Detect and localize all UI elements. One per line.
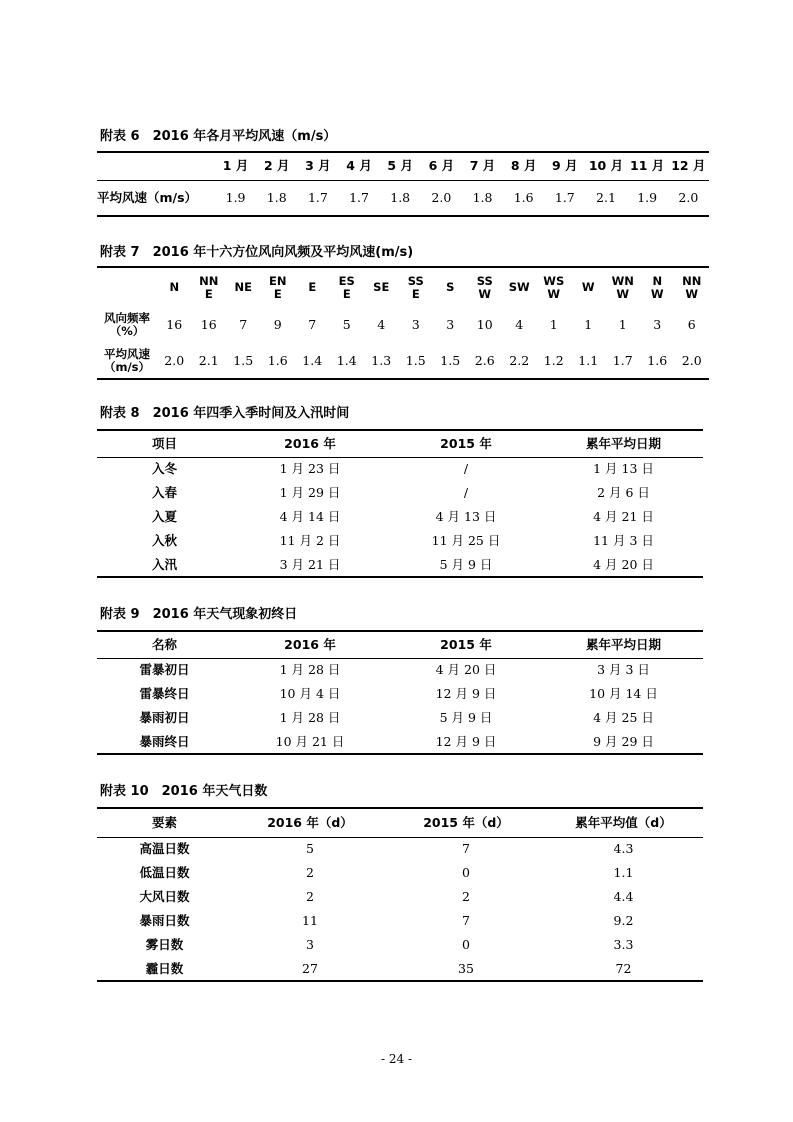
table7-direction — [330, 267, 365, 307]
direction-line2: W — [650, 286, 664, 301]
table8-cell: 4 月 14 日 — [279, 509, 341, 524]
direction-line2: W — [685, 286, 699, 301]
table7-cell: 1.4 — [330, 343, 365, 379]
table10-caption: 附表 10 2016 年天气日数 — [100, 784, 268, 799]
direction-line1: E — [308, 280, 317, 294]
direction-line1: W — [581, 280, 595, 294]
table9-cell: 3 月 3 日 — [597, 662, 650, 678]
table6-row-label: 平均风速（m/s） — [97, 180, 215, 216]
table6-month: 9 月 — [544, 152, 585, 180]
table8-cell: 11 月 25 日 — [431, 533, 501, 548]
table8-cell: 2 月 6 日 — [597, 485, 650, 500]
table6-cell: 2.1 — [585, 180, 626, 216]
table10-cell: 霾日数 — [97, 957, 232, 981]
table10-cell: 2 — [306, 889, 314, 904]
table8-cell: 11 月 2 日 — [279, 533, 341, 548]
direction-line1: ES — [338, 273, 355, 288]
table6-month: 3 月 — [297, 152, 338, 180]
table7-cell: 1 — [584, 317, 593, 332]
table10-cell: 2 — [462, 889, 470, 904]
table-row — [97, 730, 703, 754]
table6-cell: 2.0 — [421, 180, 462, 216]
table9-cell: 10 月 14 日 — [589, 686, 658, 701]
table9-header: 名称 — [97, 631, 232, 658]
table7-cell: 3 — [411, 317, 420, 332]
direction-line1: SS — [476, 273, 493, 288]
table7-corner — [97, 267, 157, 307]
table10-cell: 3.3 — [613, 937, 634, 952]
table9-cell: 暴雨初日 — [139, 710, 190, 725]
table9-cell: 12 月 9 日 — [388, 730, 544, 754]
table-row — [97, 658, 703, 682]
table6-month: 12 月 — [668, 152, 709, 180]
table7-direction — [433, 267, 468, 307]
table6-cell: 1.9 — [627, 180, 668, 216]
table6-cell: 1.8 — [256, 180, 297, 216]
table9-cell: 10 月 4 日 — [279, 686, 341, 701]
table7-cell: 1.2 — [537, 343, 572, 379]
table8-cell: 入冬 — [151, 461, 177, 477]
table7-direction — [192, 267, 227, 307]
table6-row — [97, 180, 709, 216]
table7-direction — [364, 267, 399, 307]
direction-line1: WN — [611, 273, 634, 288]
direction-line1: SW — [508, 280, 530, 294]
table7 — [97, 266, 709, 380]
direction-line2: E — [411, 286, 420, 301]
table9-cell: 9 月 29 日 — [544, 730, 703, 754]
table10-cell: 1.1 — [613, 865, 634, 880]
table6-month: 8 月 — [503, 152, 544, 180]
table6-month: 7 月 — [462, 152, 503, 180]
table7-cell: 2.2 — [502, 343, 537, 379]
table8-header: 2016 年 — [232, 430, 388, 457]
direction-line2: W — [547, 286, 561, 301]
table8-cell: 入春 — [151, 485, 177, 500]
table-row — [97, 933, 703, 957]
table7-cell: 1.6 — [261, 343, 296, 379]
table10-cell: 4.3 — [613, 841, 634, 857]
table6-cell: 1.9 — [215, 180, 256, 216]
table6-cell: 2.0 — [668, 180, 709, 216]
table7-direction — [571, 267, 606, 307]
table7-cell: 1.5 — [433, 343, 468, 379]
direction-line1: S — [446, 280, 455, 294]
table7-cell: 1.3 — [364, 343, 399, 379]
table7-direction — [468, 267, 503, 307]
table10-cell: 4.4 — [613, 889, 634, 904]
table6 — [97, 151, 709, 217]
table-row — [97, 529, 703, 553]
table7-direction — [261, 267, 296, 307]
direction-line2: W — [478, 286, 492, 301]
table8-cell: 11 月 3 日 — [593, 533, 654, 548]
table10-header: 累年平均值（d） — [544, 808, 703, 837]
table10 — [97, 807, 703, 982]
table-row — [97, 457, 703, 481]
table7-speed-row — [97, 343, 709, 379]
table-row — [97, 706, 703, 730]
table10-cell: 35 — [388, 957, 544, 981]
table10-header: 2015 年（d） — [388, 808, 544, 837]
direction-line2: E — [342, 286, 351, 301]
table7-cell: 7 — [239, 317, 248, 332]
table8-cell: / — [463, 485, 469, 500]
table7-cell: 1.5 — [399, 343, 434, 379]
table9-cell: 10 月 21 日 — [232, 730, 388, 754]
table7-cell: 1 — [549, 317, 558, 332]
table8-cell: 入夏 — [151, 509, 177, 524]
direction-line2: E — [273, 286, 282, 301]
direction-line1: SS — [407, 273, 424, 288]
table10-cell: 7 — [462, 913, 470, 928]
table7-cell: 1.4 — [295, 343, 330, 379]
table7-cell: 2.0 — [157, 343, 192, 379]
table6-cell: 1.6 — [503, 180, 544, 216]
table6-cell: 1.7 — [544, 180, 585, 216]
table7-caption: 附表 7 2016 年十六方位风向风频及平均风速(m/s) — [100, 245, 414, 260]
table8-header: 项目 — [97, 430, 232, 457]
table10-cell: 0 — [462, 865, 470, 880]
table6-corner — [97, 152, 215, 180]
table-row — [97, 481, 703, 505]
table7-cell: 3 — [653, 317, 662, 332]
table10-cell: 11 — [302, 913, 318, 928]
table10-cell: 3 — [306, 937, 314, 952]
table10-cell: 0 — [462, 937, 470, 952]
table8-cell: 1 月 29 日 — [279, 485, 341, 500]
direction-line1: N — [169, 280, 180, 294]
table8-header: 累年平均日期 — [544, 430, 703, 457]
table10-cell: 高温日数 — [139, 841, 190, 857]
table7-cell: 6 — [687, 317, 696, 332]
table7-direction — [640, 267, 675, 307]
table10-cell: 低温日数 — [139, 865, 190, 880]
table7-direction — [399, 267, 434, 307]
table9-cell: 雷暴终日 — [139, 686, 190, 701]
table10-cell: 27 — [232, 957, 388, 981]
table7-cell: 7 — [308, 317, 317, 332]
table8-header-row — [97, 430, 703, 457]
table7-cell: 2.0 — [675, 343, 710, 379]
table9-header: 累年平均日期 — [544, 631, 703, 658]
table7-direction — [157, 267, 192, 307]
table-row — [97, 682, 703, 706]
table10-cell: 大风日数 — [139, 889, 190, 904]
table7-cell: 5 — [342, 317, 351, 332]
table7-cell: 4 — [377, 317, 386, 332]
table6-header-row — [97, 152, 709, 180]
table-row — [97, 909, 703, 933]
table-row — [97, 553, 703, 577]
table9-cell: 5 月 9 日 — [439, 710, 493, 725]
table-row — [97, 837, 703, 861]
direction-line1: EN — [269, 273, 287, 288]
table7-freq-row — [97, 307, 709, 343]
table9-cell: 4 月 20 日 — [435, 662, 497, 678]
direction-line1: SE — [373, 280, 390, 294]
table9-cell: 暴雨终日 — [97, 730, 232, 754]
table7-row-label — [97, 343, 157, 379]
table8-cell: 5 月 9 日 — [388, 553, 544, 577]
table7-cell: 1.7 — [606, 343, 641, 379]
table7-direction — [537, 267, 572, 307]
table7-direction — [502, 267, 537, 307]
direction-line2: W — [616, 286, 630, 301]
table9-caption: 附表 9 2016 年天气现象初终日 — [100, 607, 298, 622]
table6-month: 2 月 — [256, 152, 297, 180]
direction-line1: NN — [199, 273, 219, 288]
table6-month: 5 月 — [380, 152, 421, 180]
table6-month: 1 月 — [215, 152, 256, 180]
table10-cell: 5 — [306, 841, 314, 857]
table7-cell: 10 — [476, 317, 493, 332]
direction-line2: E — [204, 286, 213, 301]
table8-cell: 入秋 — [151, 533, 177, 548]
table9 — [97, 630, 703, 755]
table8-cell: 4 月 21 日 — [593, 509, 654, 524]
table6-month: 11 月 — [627, 152, 668, 180]
label-line1: 平均风速 — [104, 346, 150, 361]
table7-direction — [606, 267, 641, 307]
table10-cell: 雾日数 — [145, 937, 184, 952]
table10-cell: 2 — [306, 865, 314, 880]
table7-header-row — [97, 267, 709, 307]
table7-cell: 2.6 — [468, 343, 503, 379]
table8-caption: 附表 8 2016 年四季入季时间及入汛时间 — [100, 406, 350, 421]
table10-header: 2016 年（d） — [232, 808, 388, 837]
label-line2: （m/s） — [103, 359, 151, 374]
table10-header-row — [97, 808, 703, 837]
label-line1: 风向频率 — [104, 311, 150, 325]
table6-month: 6 月 — [421, 152, 462, 180]
table8-cell: / — [463, 461, 469, 477]
table6-cell: 1.7 — [338, 180, 379, 216]
table9-header-row — [97, 631, 703, 658]
table10-cell: 暴雨日数 — [139, 913, 190, 928]
table8-cell: 4 月 20 日 — [544, 553, 703, 577]
table10-header: 要素 — [97, 808, 232, 837]
table8-cell: 1 月 13 日 — [593, 461, 654, 477]
table-row — [97, 861, 703, 885]
table9-cell: 1 月 28 日 — [279, 662, 341, 678]
table7-cell: 9 — [273, 317, 282, 332]
table8-cell: 3 月 21 日 — [232, 553, 388, 577]
table9-header: 2015 年 — [388, 631, 544, 658]
table7-cell: 3 — [446, 317, 455, 332]
table7-direction — [226, 267, 261, 307]
table7-cell: 2.1 — [192, 343, 227, 379]
table-row — [97, 957, 703, 981]
table7-direction — [295, 267, 330, 307]
table6-cell: 1.8 — [462, 180, 503, 216]
page-number: - 24 - — [380, 1052, 412, 1066]
direction-line1: NN — [682, 273, 702, 288]
table8 — [97, 429, 703, 578]
table7-cell: 1.5 — [226, 343, 261, 379]
table6-month: 4 月 — [338, 152, 379, 180]
table7-cell: 1 — [618, 317, 627, 332]
table7-row-label — [97, 307, 157, 343]
table10-cell: 9.2 — [613, 913, 634, 928]
table10-cell: 7 — [462, 841, 470, 857]
table6-month: 10 月 — [585, 152, 626, 180]
table7-cell: 16 — [166, 317, 183, 332]
table7-cell: 1.6 — [640, 343, 675, 379]
table9-header: 2016 年 — [232, 631, 388, 658]
table6-caption: 附表 6 2016 年各月平均风速（m/s） — [100, 129, 337, 144]
direction-line1: NE — [234, 280, 252, 294]
direction-line1: WS — [543, 273, 565, 288]
table7-cell: 4 — [515, 317, 524, 332]
table8-cell: 1 月 23 日 — [279, 461, 341, 477]
table7-cell: 16 — [200, 317, 217, 332]
table10-cell: 72 — [544, 957, 703, 981]
table7-direction — [675, 267, 710, 307]
label-line2: （%） — [109, 324, 145, 338]
table9-cell: 12 月 9 日 — [435, 686, 497, 701]
table-row — [97, 505, 703, 529]
table6-cell: 1.8 — [380, 180, 421, 216]
direction-line1: N — [652, 273, 663, 288]
table7-cell: 1.1 — [571, 343, 606, 379]
table8-cell: 4 月 13 日 — [435, 509, 497, 524]
table9-cell: 雷暴初日 — [139, 662, 190, 678]
table9-cell: 4 月 25 日 — [593, 710, 654, 725]
table8-header: 2015 年 — [388, 430, 544, 457]
table-row — [97, 885, 703, 909]
table9-cell: 1 月 28 日 — [279, 710, 341, 725]
table6-cell: 1.7 — [297, 180, 338, 216]
table8-cell: 入汛 — [97, 553, 232, 577]
